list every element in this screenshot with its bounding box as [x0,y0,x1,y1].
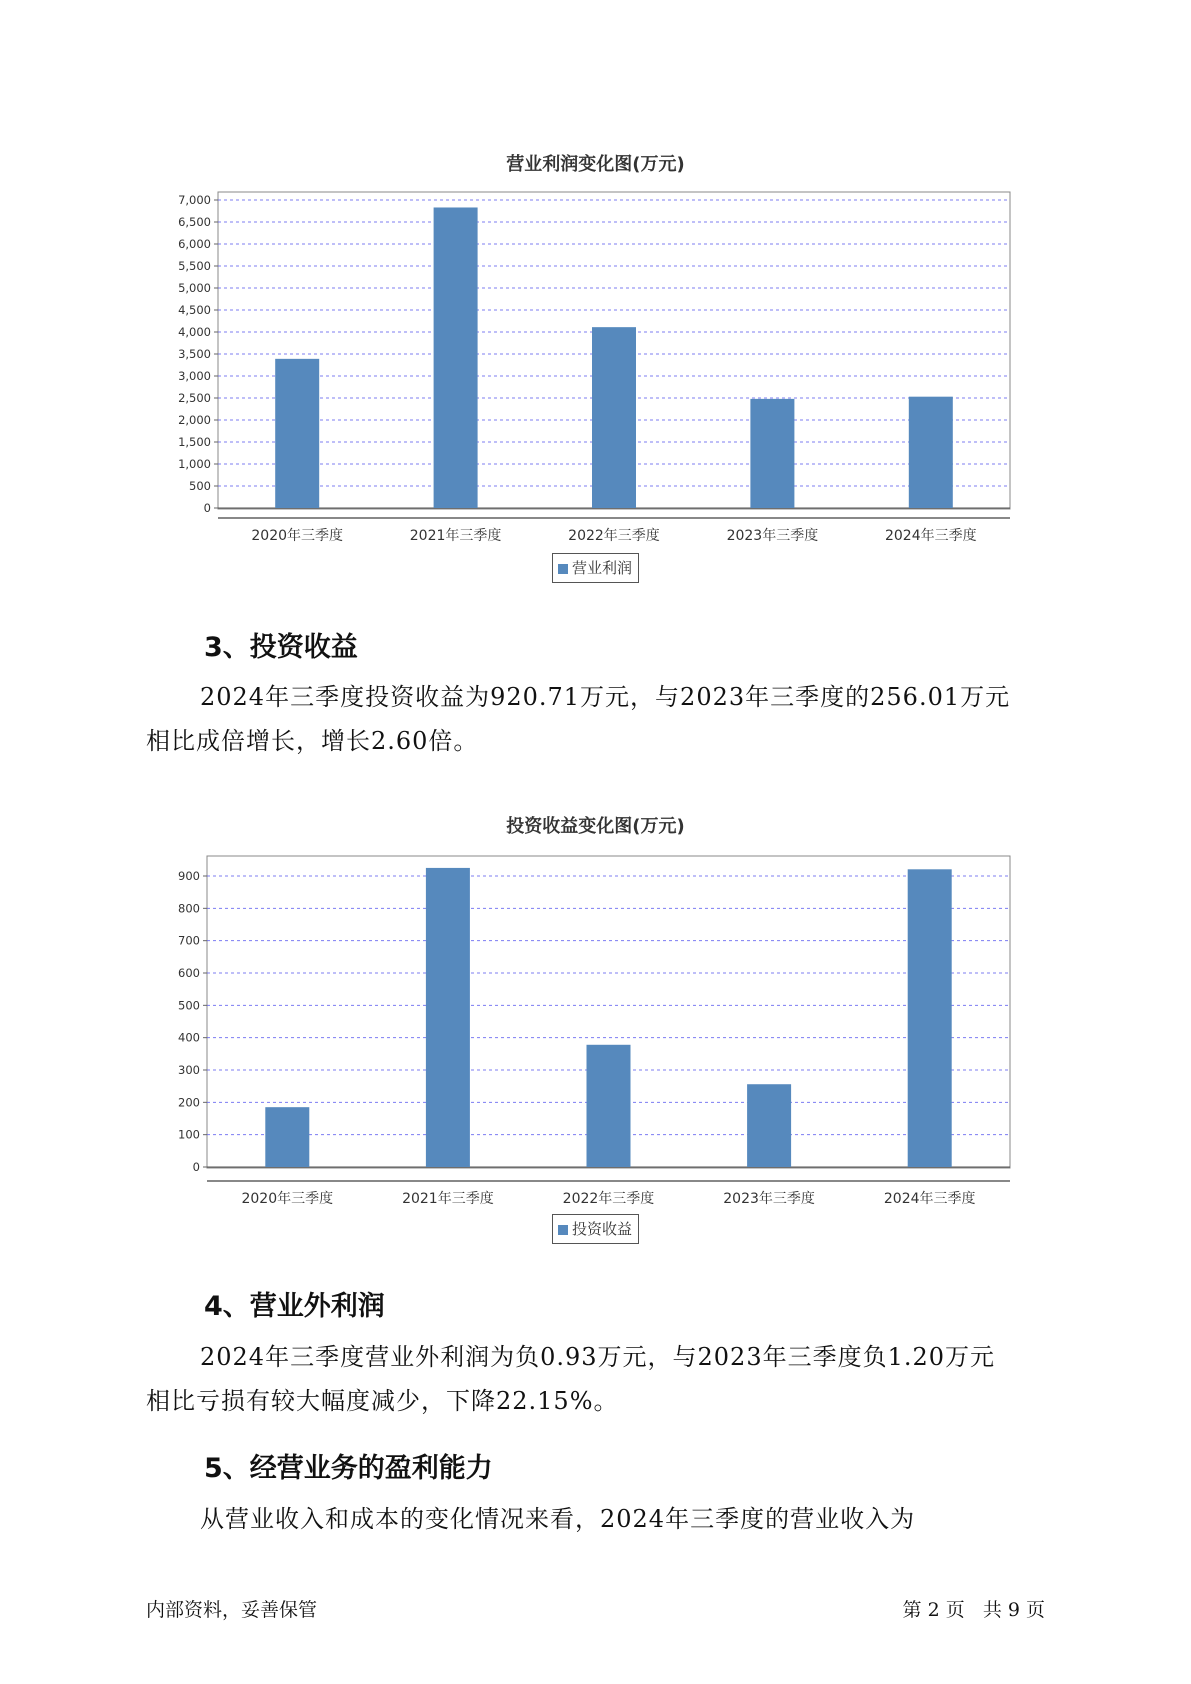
y-tick-label: 5,500 [178,259,211,273]
paragraph-non-operating-profit [146,1335,1046,1423]
legend-label: 营业利润 [572,559,633,577]
y-tick-label: 700 [178,933,200,948]
y-tick-label: 1,500 [178,435,211,449]
bar [908,869,952,1167]
x-tick-label: 2023年三季度 [726,528,819,544]
section-heading-profitability: 5、经营业务的盈利能力 [204,1453,493,1484]
y-tick-label: 1,000 [178,457,211,471]
x-tick-label: 2024年三季度 [884,528,977,544]
y-tick-label: 500 [189,479,211,493]
bar [265,1107,309,1167]
bar [587,1045,631,1167]
x-tick-label: 2023年三季度 [723,1191,815,1207]
bar [747,1084,791,1167]
y-tick-label: 2,500 [178,391,211,405]
y-tick-label: 5,000 [178,281,211,295]
y-tick-label: 900 [178,869,200,883]
x-tick-label: 2020年三季度 [251,528,344,544]
legend-label: 投资收益 [572,1220,633,1238]
y-tick-label: 300 [178,1063,200,1077]
y-tick-label: 3,500 [178,347,211,361]
paragraph-line: 从营业收入和成本的变化情况来看，2024年三季度的营业收入为 [200,1505,916,1533]
x-tick-label: 2021年三季度 [402,1191,494,1207]
y-tick-label: 7,000 [178,193,211,207]
paragraph-line: 2024年三季度营业外利润为负0.93万元，与2023年三季度负1.20万元 [200,1343,996,1371]
paragraph-profitability [146,1497,1046,1541]
x-tick-label: 2022年三季度 [568,528,660,544]
paragraph-line: 相比成倍增长，增长2.60倍。 [146,727,479,755]
section-heading-investment-income: 3、投资收益 [204,632,358,663]
y-tick-label: 100 [178,1127,200,1142]
y-tick-label: 500 [178,998,200,1013]
chart-title-investment-income: 投资收益变化图(万元) [506,816,685,837]
y-tick-label: 800 [178,901,200,916]
section-heading-non-operating-profit: 4、营业外利润 [204,1291,385,1322]
y-tick-label: 4,000 [178,325,211,339]
x-tick-label: 2021年三季度 [409,528,502,544]
y-tick-label: 400 [178,1030,200,1045]
footer-page-number: 第 2 页 共 9 页 [902,1599,1045,1621]
y-tick-label: 3,000 [178,369,211,383]
paragraph-line: 相比亏损有较大幅度减少，下降22.15%。 [146,1387,619,1415]
chart-title-operating-profit: 营业利润变化图(万元) [506,154,685,175]
legend-swatch [558,1225,568,1235]
legend-investment-income [552,1214,639,1244]
y-tick-label: 200 [178,1095,200,1110]
y-tick-label: 4,500 [178,303,211,317]
y-tick-label: 0 [203,501,211,515]
paragraph-line: 2024年三季度投资收益为920.71万元，与2023年三季度的256.01万元 [200,683,1011,711]
x-tick-label: 2020年三季度 [241,1191,334,1207]
y-tick-label: 6,000 [178,237,211,251]
footer-confidential-note: 内部资料，妥善保管 [146,1599,318,1621]
x-tick-label: 2024年三季度 [883,1191,976,1207]
y-tick-label: 0 [192,1160,200,1174]
bar [426,868,470,1167]
y-tick-label: 600 [178,966,200,980]
y-tick-label: 6,500 [178,215,211,229]
x-tick-label: 2022年三季度 [562,1191,655,1207]
y-tick-label: 2,000 [178,413,211,427]
